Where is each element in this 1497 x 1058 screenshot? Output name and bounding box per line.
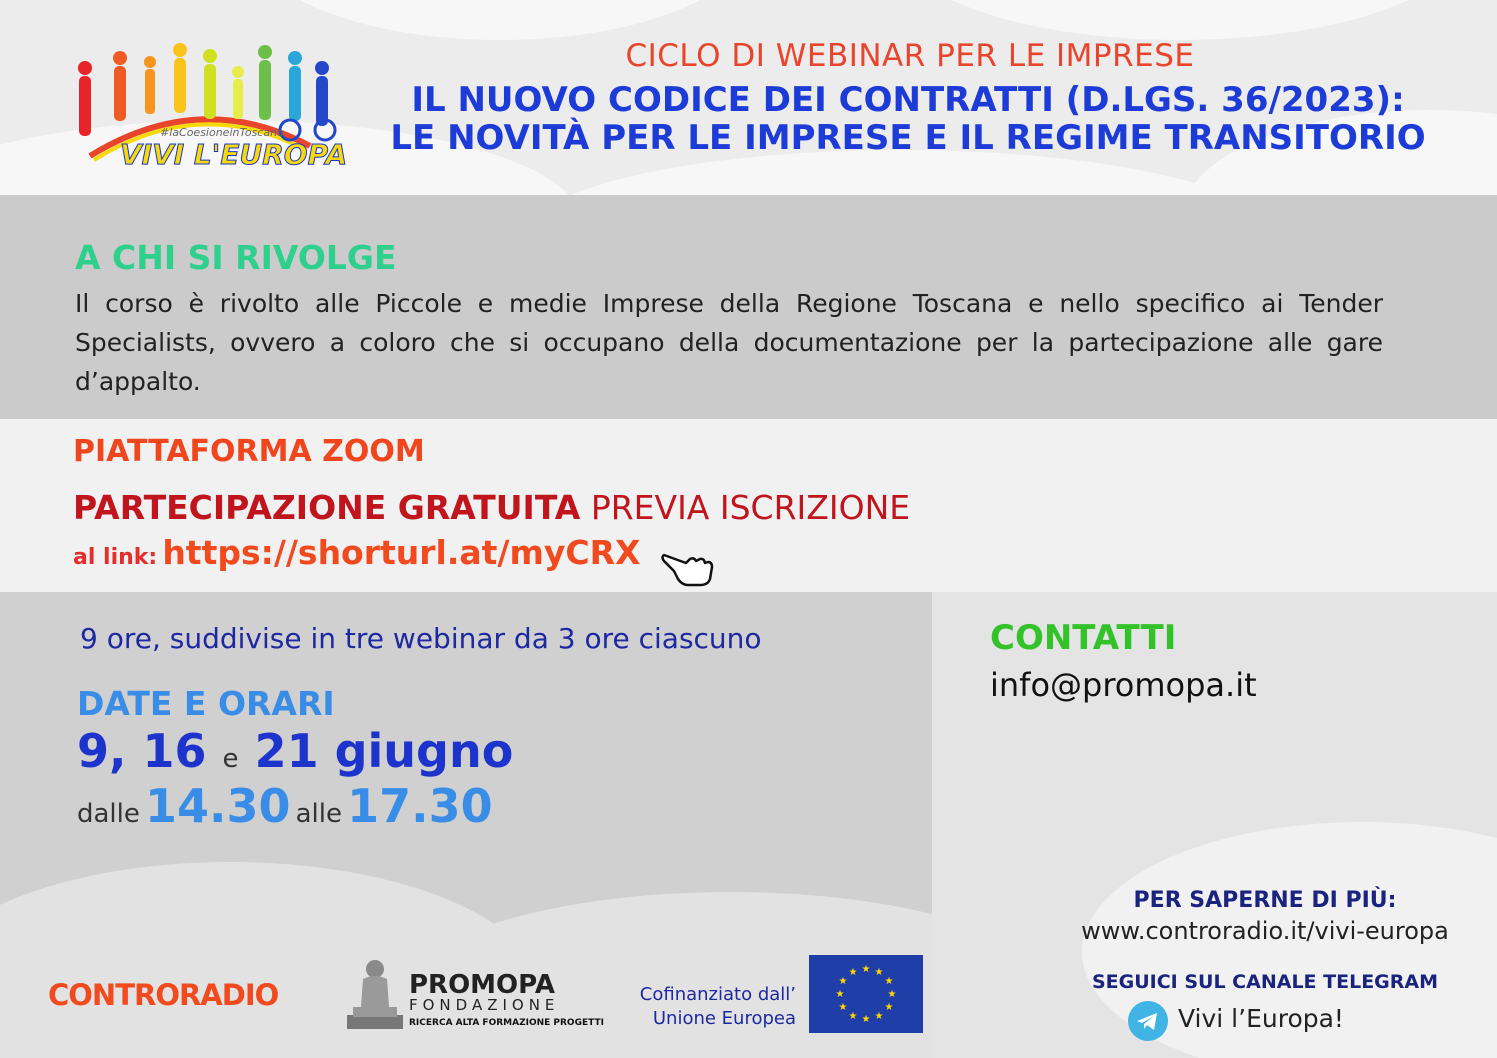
eu-line-1: Cofinanziato dall’ bbox=[639, 984, 796, 1005]
pointer-hand-icon bbox=[660, 545, 716, 593]
audience-heading: A CHI SI RIVOLGE bbox=[75, 238, 397, 277]
eu-line-2: Unione Europea bbox=[652, 1008, 796, 1029]
contacts-heading: CONTATTI bbox=[990, 618, 1177, 658]
svg-text:★: ★ bbox=[874, 967, 884, 978]
audience-text: Il corso è rivolto alle Piccole e medie Imprese della Regione Toscana e nello specifico ai Tender Specialists, ovvero a coloro che si occupano della documentazione per la partecipazione alle gare d’appalto. bbox=[75, 289, 1383, 396]
more-info-heading: PER SAPERNE DI PIÙ: bbox=[1133, 888, 1397, 913]
participation-registration: PREVIA ISCRIZIONE bbox=[580, 488, 911, 527]
hours-summary: 9 ore, suddivise in tre webinar da 3 ore ciascuno bbox=[80, 622, 762, 655]
dates-line bbox=[77, 724, 513, 778]
svg-text:★: ★ bbox=[848, 1011, 858, 1022]
registration-link[interactable]: https://shorturl.at/myCRX bbox=[162, 533, 641, 572]
promopa-tagline: RICERCA ALTA FORMAZIONE PROGETTI bbox=[409, 1018, 604, 1028]
times-line bbox=[77, 779, 493, 833]
title-line-2: LE NOVITÀ PER LE IMPRESE E IL REGIME TRANSITORIO bbox=[390, 118, 1426, 158]
participation-line bbox=[73, 488, 910, 527]
more-info-link[interactable]: www.controradio.it/vivi-europa bbox=[1081, 917, 1449, 945]
title-line-1: IL NUOVO CODICE DEI CONTRATTI (D.LGS. 36/2023): bbox=[411, 80, 1405, 120]
logo-text: VIVI L'EUROPA bbox=[120, 138, 348, 171]
promopa-name: PROMOPA bbox=[409, 970, 555, 1000]
eu-cofunding-text bbox=[608, 983, 796, 1031]
svg-text:★: ★ bbox=[838, 976, 848, 987]
dates-heading: DATE E ORARI bbox=[77, 684, 335, 723]
from-label: dalle bbox=[77, 799, 140, 829]
webinar-series-subtitle: CICLO DI WEBINAR PER LE IMPRESE bbox=[625, 38, 1195, 74]
logo-hashtag: #laCoesioneinToscana bbox=[160, 126, 284, 139]
link-label: al link: bbox=[73, 545, 158, 570]
svg-text:★: ★ bbox=[838, 1002, 848, 1013]
controradio-logo: CONTRORADIO bbox=[48, 978, 279, 1012]
telegram-channel-name[interactable]: Vivi l’Europa! bbox=[1178, 1004, 1344, 1033]
platform-label: PIATTAFORMA ZOOM bbox=[73, 434, 425, 469]
svg-text:★: ★ bbox=[874, 1011, 884, 1022]
date-conjunction: e bbox=[222, 744, 239, 774]
svg-text:★: ★ bbox=[887, 989, 897, 1000]
date-3: 21 giugno bbox=[254, 724, 514, 778]
telegram-heading: SEGUICI SUL CANALE TELEGRAM bbox=[1091, 971, 1439, 993]
contact-email[interactable]: info@promopa.it bbox=[990, 666, 1257, 704]
promopa-statue-icon bbox=[343, 955, 405, 1035]
eu-flag-icon bbox=[809, 955, 923, 1037]
end-time: 17.30 bbox=[347, 779, 493, 833]
promopa-subtitle: FONDAZIONE bbox=[409, 996, 560, 1014]
date-1: 9 bbox=[77, 724, 110, 778]
start-time: 14.30 bbox=[144, 779, 291, 833]
date-separator: , bbox=[109, 724, 127, 778]
svg-text:★: ★ bbox=[835, 989, 845, 1000]
participation-free: PARTECIPAZIONE GRATUITA bbox=[73, 488, 581, 527]
svg-text:★: ★ bbox=[861, 1014, 871, 1025]
telegram-icon[interactable] bbox=[1127, 1000, 1169, 1046]
svg-text:★: ★ bbox=[861, 964, 871, 975]
svg-text:★: ★ bbox=[848, 967, 858, 978]
registration-link-row bbox=[73, 533, 640, 572]
svg-text:★: ★ bbox=[884, 1002, 894, 1013]
date-2: 16 bbox=[142, 724, 207, 778]
svg-text:★: ★ bbox=[884, 976, 894, 987]
to-label: alle bbox=[295, 799, 342, 829]
